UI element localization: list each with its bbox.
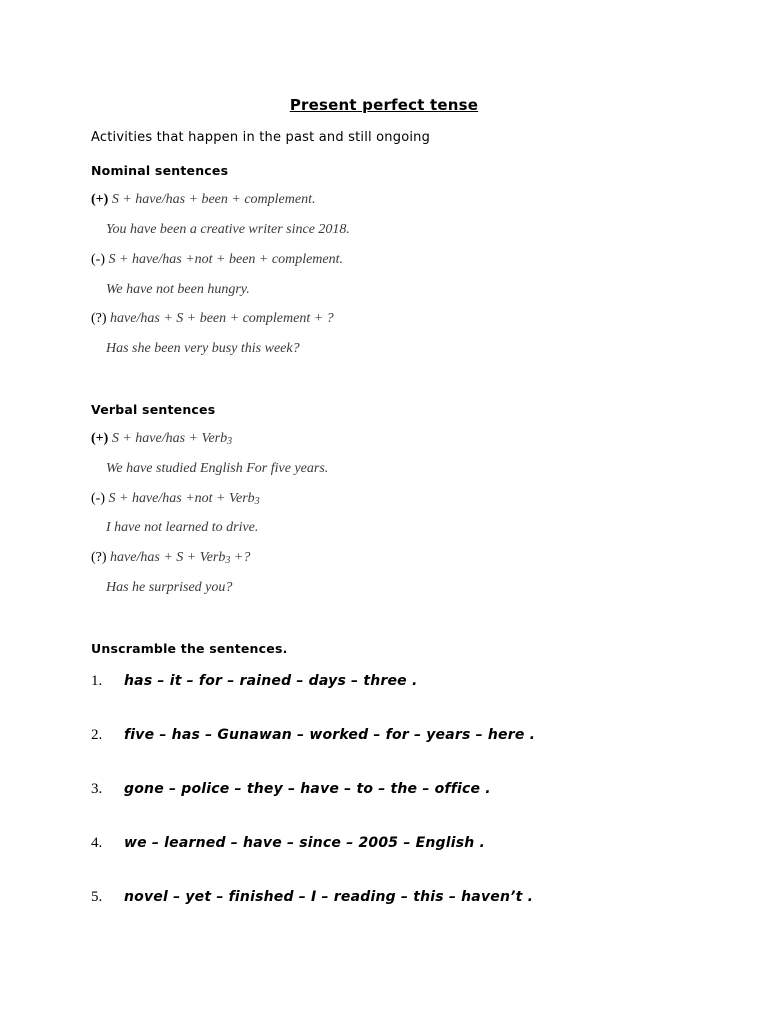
nominal-negative-example: We have not been hungry. xyxy=(106,282,250,297)
scramble-item: has – it – for – rained – days – three . xyxy=(124,673,418,689)
formula-tail: +? xyxy=(230,550,251,565)
item-number: 2. xyxy=(91,727,103,743)
exercise-heading: Unscramble the sentences. xyxy=(91,641,288,656)
scramble-item: we – learned – have – since – 2005 – English . xyxy=(124,835,486,851)
formula-text: S + have/has + Verb xyxy=(111,431,228,446)
formula-text: have/has + S + been + complement + ? xyxy=(110,311,334,326)
formula-text: have/has + S + Verb xyxy=(110,550,226,565)
scramble-item: gone – police – they – have – to – the – office . xyxy=(124,781,491,797)
scramble-item: novel – yet – finished – I – reading – this – haven’t . xyxy=(124,889,534,905)
nominal-negative-formula xyxy=(91,252,343,268)
intro-text: Activities that happen in the past and still ongoing xyxy=(91,130,431,145)
negative-sign: (-) xyxy=(91,252,105,267)
nominal-question-formula xyxy=(91,311,334,327)
nominal-positive-formula xyxy=(91,192,316,208)
verbal-positive-formula xyxy=(91,431,232,447)
item-number: 1. xyxy=(91,673,103,689)
verbal-question-example: Has he surprised you? xyxy=(106,580,233,595)
scramble-item: five – has – Gunawan – worked – for – years – here . xyxy=(124,727,536,743)
verbal-heading: Verbal sentences xyxy=(91,402,216,417)
formula-text: S + have/has +not + Verb xyxy=(108,491,255,506)
item-number: 4. xyxy=(91,835,103,851)
question-sign: (?) xyxy=(91,550,107,565)
positive-sign: (+) xyxy=(91,431,109,446)
verbal-positive-example: We have studied English For five years. xyxy=(106,461,329,476)
subscript: 3 xyxy=(225,555,231,566)
positive-sign: (+) xyxy=(91,192,109,207)
question-sign: (?) xyxy=(91,311,107,326)
page-title: Present perfect tense xyxy=(289,96,479,114)
item-number: 5. xyxy=(91,889,103,905)
nominal-positive-example: You have been a creative writer since 2018. xyxy=(106,222,350,237)
negative-sign: (-) xyxy=(91,491,105,506)
verbal-negative-formula xyxy=(91,491,260,507)
subscript: 3 xyxy=(227,436,233,447)
item-number: 3. xyxy=(91,781,103,797)
nominal-heading: Nominal sentences xyxy=(91,163,229,178)
verbal-negative-example: I have not learned to drive. xyxy=(106,520,259,535)
formula-text: S + have/has + been + complement. xyxy=(111,192,316,207)
subscript: 3 xyxy=(254,496,260,507)
verbal-question-formula xyxy=(91,550,250,566)
formula-text: S + have/has +not + been + complement. xyxy=(108,252,344,267)
nominal-question-example: Has she been very busy this week? xyxy=(106,341,300,356)
